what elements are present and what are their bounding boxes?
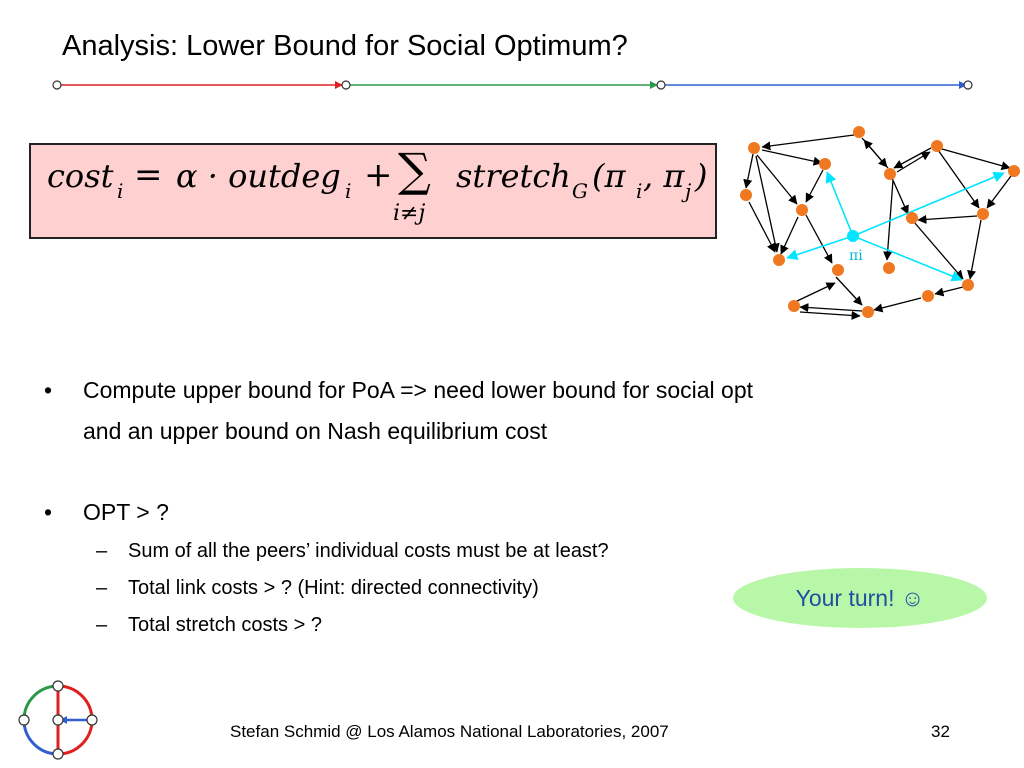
formula-args-j: j <box>685 179 692 203</box>
formula-sum-symbol: ∑ <box>398 143 431 197</box>
logo-node <box>53 681 63 691</box>
formula-sum-sub: i≠j <box>393 201 426 226</box>
formula-args-comma: , π <box>643 157 685 195</box>
shortest-path <box>787 172 1004 280</box>
footer-text: Stefan Schmid @ Los Alamos National Laboratories, 2007 <box>230 722 669 741</box>
bullet-dot: • <box>44 377 53 403</box>
slide-title: Analysis: Lower Bound for Social Optimum? <box>62 30 628 62</box>
logo-arc-green <box>24 686 58 720</box>
sub-bullet-dash: – <box>96 577 108 599</box>
formula-args-close: ) <box>695 157 708 195</box>
logo-arc-blue <box>24 720 58 754</box>
cost-formula <box>29 143 717 239</box>
sub-bullet-1-text: Sum of all the peers’ individual costs must be at least? <box>128 540 609 562</box>
formula-stretch-sub: G <box>572 179 588 203</box>
bullet-1-line-2: and an upper bound on Nash equilibrium cost <box>83 418 548 444</box>
logo-node <box>19 715 29 725</box>
sub-bullet-2-text: Total link costs > ? (Hint: directed connectivity) <box>128 577 539 599</box>
logo-node <box>53 715 63 725</box>
source-node-pi <box>847 230 859 242</box>
formula-args-i: i <box>636 179 643 203</box>
progress-line <box>0 0 1024 100</box>
network-graph <box>730 120 1020 325</box>
bullet-1-line-1: Compute upper bound for PoA => need lower bound for social opt <box>83 377 754 403</box>
formula-lhs-sub: i <box>117 179 124 203</box>
progress-node <box>657 81 665 89</box>
formula-stretch: stretch <box>456 157 571 195</box>
formula-lhs: cost <box>47 157 114 195</box>
formula-plus: + <box>364 155 393 195</box>
logo <box>10 678 100 763</box>
logo-node <box>87 715 97 725</box>
sub-bullet-3-text: Total stretch costs > ? <box>128 614 322 636</box>
progress-node <box>964 81 972 89</box>
sub-bullet-dash: – <box>96 540 108 562</box>
formula-alpha-sub: i <box>345 179 352 203</box>
progress-node <box>342 81 350 89</box>
your-turn-bubble: Your turn! ☺ <box>733 568 987 628</box>
logo-node <box>53 749 63 759</box>
graph-label-pi: πi <box>849 248 863 264</box>
formula-equals: = <box>134 155 163 195</box>
bullet-2-line-1: OPT > ? <box>83 499 169 525</box>
formula-args-open: (π <box>592 157 626 195</box>
progress-node <box>53 81 61 89</box>
sub-bullet-dash: – <box>96 614 108 636</box>
page-number: 32 <box>931 722 950 741</box>
bullet-dot: • <box>44 499 53 525</box>
formula-alpha-term: α · outdeg <box>176 157 341 195</box>
